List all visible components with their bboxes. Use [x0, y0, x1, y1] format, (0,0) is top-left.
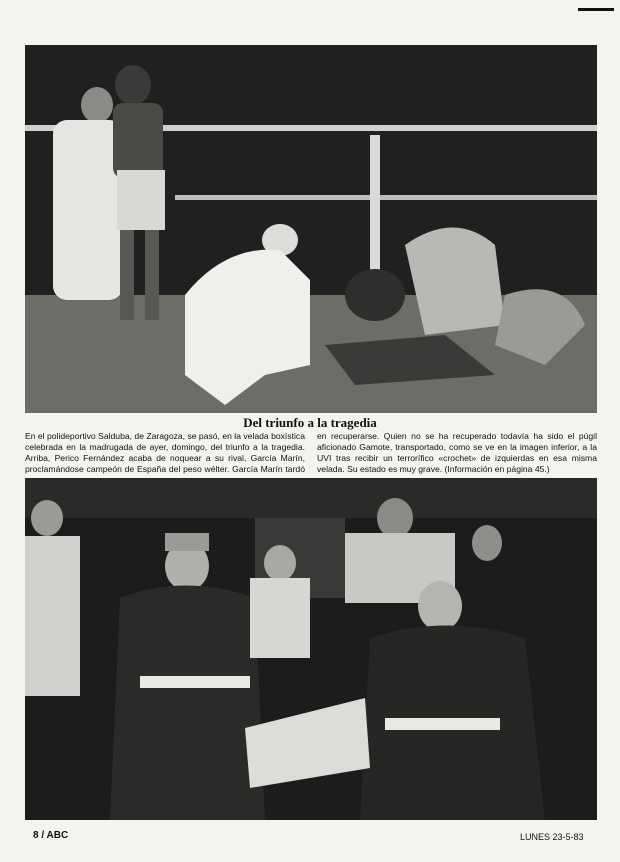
issue-date: LUNES 23-5-83 [520, 832, 584, 842]
caption-title: Del triunfo a la tragedia [243, 415, 377, 430]
boxing-ring-photo [25, 45, 597, 413]
page-label: 8 / ABC [33, 830, 69, 841]
caption-body: En el polideportivo Salduba, de Zaragoza, se pasó, en la velada boxística celebrada en la madrugada de ayer, domingo, del triunfo a la tragedia. Arriba, Perico Fernández acaba de noquear a su rival, García Marín, proclamándose campeón de España del peso wélter. García Marín tardó en recuperarse. Quien no se ha recuperado todavía ha sido el púgil aficionado Gamote, transportado, como se ve en la imagen inferior, a la UVI tras recibir un terrorífico «crochet» de izquierdas en esa misma velada. Su estado es muy grave. (Información en página 45.) [25, 431, 597, 474]
header-rule [578, 8, 614, 11]
stretcher-photo [25, 478, 597, 820]
stretcher-illustration [25, 478, 597, 820]
boxing-ring-illustration [25, 45, 597, 413]
